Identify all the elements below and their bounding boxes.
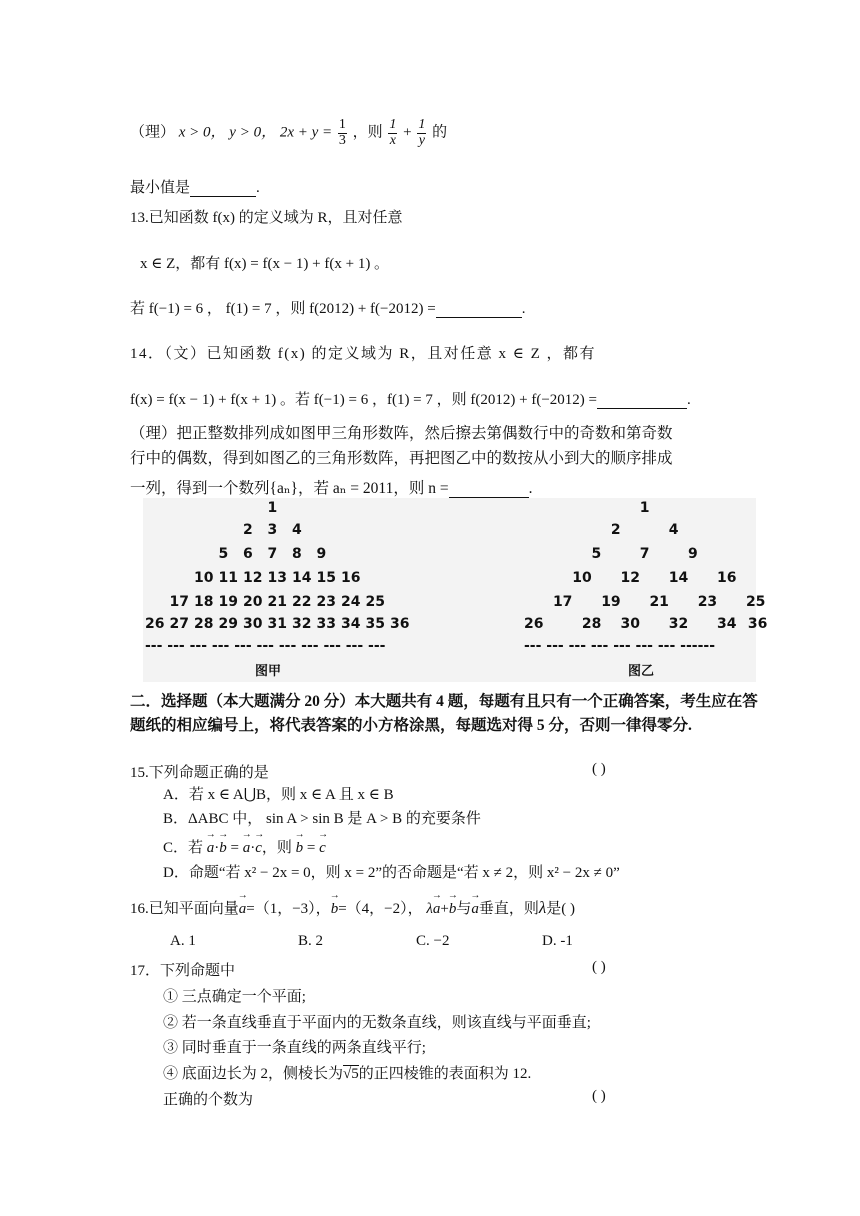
tri-cell: 23	[697, 594, 718, 610]
tri-cell: 29	[218, 616, 238, 632]
tri-cell: 36	[390, 616, 410, 632]
tri-cell: 7	[639, 546, 650, 562]
tri-cell: 18	[194, 594, 214, 610]
tri-cell: 16	[717, 570, 737, 586]
tri-cell: 14	[292, 570, 312, 586]
q14-answer-blank	[597, 408, 687, 409]
q12-frac-x: $\frac{1}{x}$	[389, 117, 397, 148]
tri-cell: 5	[591, 546, 602, 562]
tri-cell: 4	[292, 522, 302, 538]
q13-answer-blank	[436, 317, 522, 318]
triangle-array-jia	[143, 498, 413, 682]
q14-line2	[130, 388, 691, 409]
q12-answer-blank	[190, 196, 256, 197]
q14-end: .	[687, 392, 691, 408]
tri-cell: 11	[218, 570, 238, 586]
tri-cell: 25	[365, 594, 385, 610]
q17-item-4: ④ 底面边长为 2，侧棱长为√5的正四棱锥的表面积为 12.	[163, 1066, 532, 1082]
tri-cell: 2	[610, 522, 621, 538]
q16-option-c: C. −2	[416, 933, 450, 949]
q14-line1: 14．（文）已知函数 f(x) 的定义域为 R，且对任意 x ∈ Z ，都有	[130, 346, 597, 362]
tri-cell: 33	[316, 616, 336, 632]
q17-answer-paren: ( )	[592, 959, 606, 975]
tri-cell: 1	[267, 500, 278, 516]
q12-cond1: x > 0，	[178, 124, 226, 141]
q12-line2	[130, 176, 260, 197]
tri-cell: 13	[267, 570, 287, 586]
q14-li-line3	[130, 476, 532, 498]
tri-cell: 27	[169, 616, 189, 632]
q12-plus: +	[403, 124, 412, 141]
q15-option-d: D．命题“若 x² − 2x = 0，则 x = 2”的否命题是“若 x ≠ 2，则 x² − 2x ≠ 0”	[163, 865, 620, 881]
q14-li-line1: （理）把正整数排列成如图甲三角形数阵，然后擦去第偶数行中的奇数和第奇数	[130, 425, 673, 442]
tri-cell: 19	[601, 594, 621, 610]
figure-caption: 图乙	[628, 664, 655, 679]
q14-li-cond: 一列，得到一个数列{aₙ}，若 aₙ = 2011，则 n =	[130, 480, 449, 497]
tri-cell: 14	[668, 570, 689, 586]
tri-cell: 30	[243, 616, 263, 632]
tri-cell: 9	[688, 546, 698, 562]
q17-count: 正确的个数为	[163, 1092, 254, 1108]
tri-continuation-dots: --- --- --- --- --- --- --- --- --- --- ---	[145, 638, 386, 654]
q16-option-d: D. -1	[542, 933, 573, 949]
q16-option-b: B. 2	[298, 933, 324, 949]
q12-then: ，则	[352, 124, 383, 141]
tri-cell: 10	[194, 570, 214, 586]
q14-cond: f(x) = f(x − 1) + f(x + 1) 。若 f(−1) = 6 ，f(1) = 7 ，则 f(2012) + f(−2012) =	[130, 392, 597, 408]
tri-cell: 12	[243, 570, 263, 586]
tri-cell: 31	[267, 616, 287, 632]
tri-cell: 8	[292, 546, 302, 562]
tri-cell: 36	[747, 616, 768, 632]
tri-cell: 7	[267, 546, 278, 562]
tri-cell: 21	[267, 594, 287, 610]
q12-frac-y: $\frac{1}{y}$	[418, 117, 426, 148]
q13-end: .	[521, 301, 526, 317]
q15-answer-paren: ( )	[592, 761, 606, 777]
tri-cell: 5	[218, 546, 229, 562]
tri-cell: 32	[292, 616, 312, 632]
tri-cell: 20	[243, 594, 263, 610]
q17-stem: 17．下列命题中	[130, 963, 236, 979]
q12-min-label: 最小值是	[130, 180, 191, 196]
q13-line2: x ∈ Z，都有 f(x) = f(x − 1) + f(x + 1) 。	[140, 256, 390, 272]
tri-cell: 24	[341, 594, 361, 610]
tri-cell: 1	[639, 500, 650, 516]
q13-cond: 若 f(−1) = 6 ， f(1) = 7 ，则 f(2012) + f(−2012) =	[130, 301, 436, 317]
tri-cell: 9	[316, 546, 327, 562]
tri-cell: 16	[341, 570, 361, 586]
triangle-array-yi	[520, 498, 768, 682]
q17-item-1: ① 三点确定一个平面;	[163, 989, 306, 1005]
q15-option-c: C．若 → a·→ b = → a·→ c，则 → b = → c	[163, 836, 326, 857]
q15-option-b: B．ΔABC 中， sin A > sin B 是 A > B 的充要条件	[163, 811, 481, 827]
tri-cell: 26	[524, 616, 544, 632]
tri-cell: 23	[316, 594, 336, 610]
q12-frac-third: $\frac{1}{3}$	[338, 117, 346, 148]
q15-option-a: A．若 x ∈ A⋃B，则 x ∈ A 且 x ∈ B	[163, 787, 394, 803]
tri-cell: 28	[581, 616, 602, 632]
q14-li-line2: 行中的偶数，得到如图乙的三角形数阵，再把图乙中的数按从小到大的顺序排成	[130, 450, 673, 467]
tri-cell: 15	[316, 570, 336, 586]
q14-li-end: .	[528, 480, 533, 497]
tri-cell: 17	[169, 594, 189, 610]
tri-cell: 2	[243, 522, 253, 538]
q12-cond3: 2x + y =	[279, 124, 333, 141]
tri-cell: 34	[717, 616, 737, 632]
q12-suffix: 的	[432, 124, 448, 141]
q13-line1: 13.已知函数 f(x) 的定义域为 R，且对任意	[130, 210, 403, 226]
tri-cell: 26	[145, 616, 165, 632]
tri-cell: 25	[745, 594, 766, 610]
q16-option-a: A. 1	[170, 933, 196, 949]
tri-cell: 35	[365, 616, 385, 632]
tri-continuation-dots: --- --- --- --- --- --- --- ------	[524, 638, 716, 654]
tri-cell: 19	[218, 594, 238, 610]
q17-count-paren: ( )	[592, 1088, 606, 1104]
tri-cell: 4	[668, 522, 679, 538]
tri-cell: 30	[620, 616, 640, 632]
tri-cell: 12	[620, 570, 640, 586]
q16-stem: 16.已知平面向量→ a=（1，−3），→ b=（4，−2）， λ→ a+→ b与→ a垂直，则λ是( )	[130, 897, 575, 918]
tri-cell: 10	[572, 570, 592, 586]
q12-end: .	[256, 180, 260, 196]
tri-cell: 17	[552, 594, 573, 610]
tri-cell: 28	[194, 616, 214, 632]
q17-item-2: ② 若一条直线垂直于平面内的无数条直线，则该直线与平面垂直;	[163, 1015, 591, 1031]
figure-caption: 图甲	[255, 664, 282, 679]
tri-cell: 3	[267, 522, 278, 538]
tri-cell: 22	[292, 594, 312, 610]
q17-item-3: ③ 同时垂直于一条直线的两条直线平行;	[163, 1040, 426, 1056]
section2-heading: 二．选择题（本大题满分 20 分）本大题共有 4 题，每题有且只有一个正确答案，考生应在答题纸的相应编号上，将代表答案的小方格涂黑，每题选对得 5 分，否则一律得零分.	[130, 693, 758, 734]
q13-line3	[130, 297, 525, 318]
tri-cell: 21	[649, 594, 669, 610]
tri-cell: 34	[341, 616, 361, 632]
q12-prefix: （理）	[130, 124, 176, 141]
q12-li-line	[130, 118, 447, 148]
q12-cond2: y > 0，	[229, 124, 277, 141]
q15-stem: 15.下列命题正确的是	[130, 765, 269, 781]
tri-cell: 32	[668, 616, 689, 632]
tri-cell: 6	[243, 546, 253, 562]
